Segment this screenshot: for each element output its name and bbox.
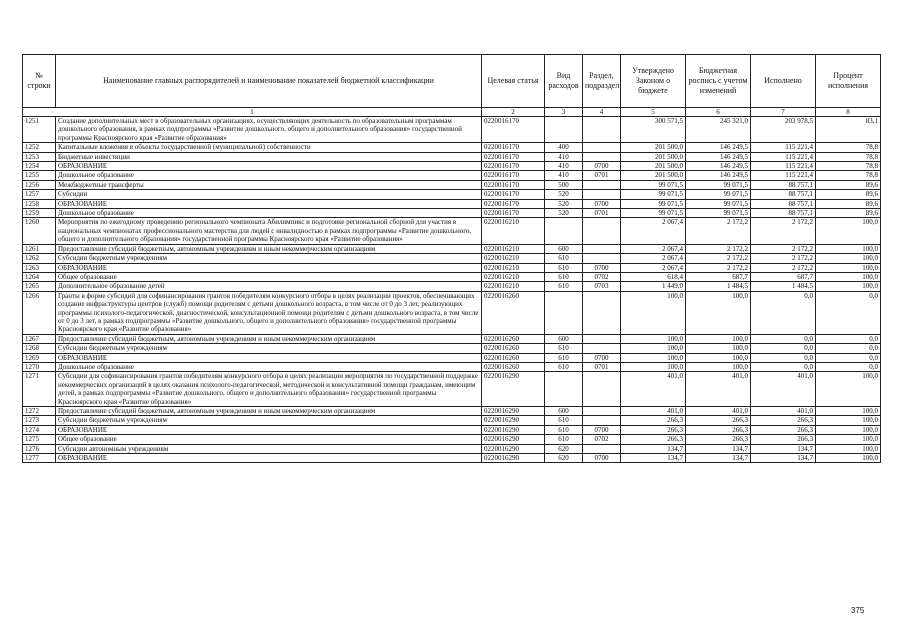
approved-amount-cell: 99 071,5 [621,190,686,199]
expense-kind-cell: 610 [545,344,583,353]
row-name-cell: Бюджетные инвестиции [56,152,482,161]
row-number-cell: 1257 [23,190,56,199]
executed-amount-cell: 88 757,1 [751,209,816,218]
header-approved: Утверждено Законом о бюджете [621,55,686,108]
row-name-cell: Дополнительное образование детей [56,282,482,291]
executed-amount-cell: 0,0 [751,334,816,343]
executed-amount-cell: 115 221,4 [751,162,816,171]
executed-amount-cell: 0,0 [751,291,816,334]
table-row [23,282,881,291]
percent-cell: 100,0 [816,263,881,272]
row-number-cell: 1256 [23,180,56,189]
executed-amount-cell: 0,0 [751,353,816,362]
row-number-cell: 1275 [23,435,56,444]
executed-amount-cell: 88 757,1 [751,180,816,189]
header-percent: Процент исполнения [816,55,881,108]
row-name-cell: Субсидии автономным учреждениям [56,444,482,453]
target-article-cell: 0220016260 [482,353,545,362]
expense-kind-cell: 620 [545,444,583,453]
row-name-cell: ОБРАЗОВАНИЕ [56,454,482,463]
percent-cell: 0,0 [816,334,881,343]
row-number-cell: 1251 [23,117,56,143]
budget-amount-cell: 146 249,5 [686,143,751,152]
budget-amount-cell: 100,0 [686,291,751,334]
table-row [23,435,881,444]
budget-amount-cell: 401,0 [686,372,751,407]
table-row [23,152,881,161]
approved-amount-cell: 2 067,4 [621,263,686,272]
executed-amount-cell: 266,3 [751,416,816,425]
table-row [23,180,881,189]
percent-cell: 83,1 [816,117,881,143]
percent-cell: 100,0 [816,435,881,444]
section-cell [583,180,621,189]
expense-kind-cell: 400 [545,143,583,152]
target-article-cell: 0220016290 [482,425,545,434]
percent-cell: 100,0 [816,282,881,291]
section-cell [583,334,621,343]
target-article-cell: 0220016170 [482,180,545,189]
row-name-cell: Мероприятия по ежегодному проведению регионального чемпионата Абилимпикс и подготовке региональной сборной для участия в национальных чемпионатах профессионального мастерства для людей с инвалидностью в рамках подпрограммы «Развитие дошкольного, общего и дополнительного образования» государственной программы Красноярского края «Развитие образования» [56,218,482,244]
row-name-cell: Межбюджетные трансферты [56,180,482,189]
target-article-cell: 0220016260 [482,334,545,343]
row-number-cell: 1255 [23,171,56,180]
section-cell [583,152,621,161]
section-cell [583,407,621,416]
executed-amount-cell: 2 172,2 [751,218,816,244]
executed-amount-cell: 0,0 [751,344,816,353]
table-row [23,344,881,353]
budget-amount-cell: 266,3 [686,425,751,434]
percent-cell: 100,0 [816,372,881,407]
executed-amount-cell: 266,3 [751,425,816,434]
percent-cell: 100,0 [816,444,881,453]
target-article-cell: 0220016210 [482,272,545,281]
percent-cell: 0,0 [816,353,881,362]
executed-amount-cell: 2 172,2 [751,263,816,272]
row-name-cell: ОБРАЗОВАНИЕ [56,199,482,208]
row-number-cell: 1264 [23,272,56,281]
table-row [23,291,881,334]
approved-amount-cell: 100,0 [621,344,686,353]
executed-amount-cell: 401,0 [751,372,816,407]
expense-kind-cell: 410 [545,171,583,180]
section-cell [583,218,621,244]
target-article-cell: 0220016290 [482,435,545,444]
approved-amount-cell: 266,3 [621,425,686,434]
executed-amount-cell: 2 172,2 [751,244,816,253]
column-number-row [23,108,881,117]
percent-cell: 100,0 [816,218,881,244]
approved-amount-cell: 100,0 [621,362,686,371]
row-number-cell: 1273 [23,416,56,425]
row-name-cell: ОБРАЗОВАНИЕ [56,263,482,272]
section-cell: 0701 [583,171,621,180]
budget-amount-cell: 134,7 [686,454,751,463]
expense-kind-cell: 610 [545,425,583,434]
section-cell: 0700 [583,425,621,434]
header-section: Раздел, подраздел [583,55,621,108]
row-name-cell: Общее образование [56,272,482,281]
budget-amount-cell: 100,0 [686,362,751,371]
row-name-cell: Создание дополнительных мест в образовательных организациях, осуществляющих деятельность по образовательным программам дошкольного образования, в рамках подпрограммы «Развитие дошкольного, общего и дополнительного образования» государственной программы Красноярского края «Развитие образования» [56,117,482,143]
target-article-cell: 0220016170 [482,117,545,143]
approved-amount-cell: 201 500,0 [621,143,686,152]
executed-amount-cell: 401,0 [751,407,816,416]
header-executed: Исполнено [751,55,816,108]
column-number: 6 [686,108,751,117]
target-article-cell: 0220016210 [482,218,545,244]
row-number-cell: 1254 [23,162,56,171]
approved-amount-cell: 99 071,5 [621,180,686,189]
row-number-cell: 1259 [23,209,56,218]
section-cell: 0700 [583,162,621,171]
table-row [23,117,881,143]
percent-cell: 89,6 [816,180,881,189]
budget-amount-cell: 134,7 [686,444,751,453]
expense-kind-cell: 610 [545,362,583,371]
approved-amount-cell: 401,0 [621,372,686,407]
approved-amount-cell: 618,4 [621,272,686,281]
percent-cell: 78,8 [816,143,881,152]
column-number: 7 [751,108,816,117]
table-row [23,244,881,253]
expense-kind-cell: 610 [545,435,583,444]
row-number-cell: 1262 [23,254,56,263]
approved-amount-cell: 201 500,0 [621,171,686,180]
percent-cell: 78,8 [816,152,881,161]
executed-amount-cell: 203 978,5 [751,117,816,143]
row-name-cell: Капитальные вложения в объекты государственной (муниципальной) собственности [56,143,482,152]
section-cell [583,190,621,199]
budget-amount-cell: 100,0 [686,344,751,353]
row-number-cell: 1261 [23,244,56,253]
approved-amount-cell: 2 067,4 [621,218,686,244]
table-row [23,425,881,434]
column-number: 5 [621,108,686,117]
target-article-cell: 0220016170 [482,162,545,171]
column-number: 2 [482,108,545,117]
budget-amount-cell: 99 071,5 [686,180,751,189]
row-number-cell: 1277 [23,454,56,463]
row-number-cell: 1266 [23,291,56,334]
approved-amount-cell: 266,3 [621,435,686,444]
expense-kind-cell: 520 [545,199,583,208]
row-name-cell: Дошкольное образование [56,209,482,218]
expense-kind-cell: 500 [545,180,583,189]
expense-kind-cell: 600 [545,407,583,416]
row-name-cell: Субсидии для софинансирования грантов победителям конкурсного отбора в целях реализации мероприятия по государственной поддержке некоммерческих организаций в целях оказания психолого-педагогической, методической и консультативной помощи гражданам, имеющим детей, в рамках подпрограммы «Развитие дошкольного, общего и дополнительного образования» государственной программы Красноярского края «Развитие образования» [56,372,482,407]
row-number-cell: 1274 [23,425,56,434]
budget-amount-cell: 266,3 [686,416,751,425]
table-row [23,454,881,463]
header-budget: Бюджетная роспись с учетом изменений [686,55,751,108]
table-row [23,199,881,208]
percent-cell: 100,0 [816,272,881,281]
percent-cell: 78,8 [816,162,881,171]
section-cell: 0701 [583,362,621,371]
expense-kind-cell: 410 [545,152,583,161]
budget-amount-cell: 146 249,5 [686,171,751,180]
target-article-cell: 0220016290 [482,444,545,453]
percent-cell: 89,6 [816,190,881,199]
approved-amount-cell: 100,0 [621,291,686,334]
column-number: 1 [23,108,482,117]
section-cell [583,444,621,453]
row-name-cell: Субсидии бюджетным учреждениям [56,254,482,263]
target-article-cell: 0220016210 [482,282,545,291]
expense-kind-cell: 600 [545,334,583,343]
executed-amount-cell: 115 221,4 [751,143,816,152]
budget-amount-cell: 100,0 [686,334,751,343]
table-row [23,272,881,281]
executed-amount-cell: 134,7 [751,444,816,453]
approved-amount-cell: 201 500,0 [621,162,686,171]
target-article-cell: 0220016170 [482,143,545,152]
row-name-cell: Субсидии бюджетным учреждениям [56,416,482,425]
approved-amount-cell: 2 067,4 [621,254,686,263]
section-cell: 0700 [583,263,621,272]
row-number-cell: 1263 [23,263,56,272]
approved-amount-cell: 134,7 [621,454,686,463]
executed-amount-cell: 88 757,1 [751,199,816,208]
percent-cell: 100,0 [816,244,881,253]
budget-amount-cell: 99 071,5 [686,199,751,208]
expense-kind-cell [545,291,583,334]
section-cell: 0700 [583,199,621,208]
approved-amount-cell: 99 071,5 [621,199,686,208]
expense-kind-cell: 610 [545,416,583,425]
row-name-cell: ОБРАЗОВАНИЕ [56,162,482,171]
table-row [23,209,881,218]
approved-amount-cell: 100,0 [621,334,686,343]
budget-amount-cell: 100,0 [686,353,751,362]
executed-amount-cell: 134,7 [751,454,816,463]
table-row [23,143,881,152]
row-name-cell: Предоставление субсидий бюджетным, автономным учреждениям и иным некоммерческим организациям [56,334,482,343]
table-row [23,372,881,407]
row-name-cell: Гранты в форме субсидий для софинансирования грантов победителям конкурсного отбора в целях реализации проектов, обеспечивающих создание инфраструктуры центров (служб) помощи родителям с детьми дошкольного возраста, в том числе от 0 до 3 лет, реализующих программы психолого-педагогической, диагностической, консультационной помощи родителям с детьми дошкольного возраста, в том числе от 0 до 3 лет, в рамках подпрограммы «Развитие дошкольного, общего и дополнительного образования» государственной программы Красноярского края «Развитие образования» [56,291,482,334]
document-page [22,54,880,463]
section-cell [583,143,621,152]
header-kind: Вид расходов [545,55,583,108]
expense-kind-cell: 520 [545,209,583,218]
section-cell: 0702 [583,272,621,281]
approved-amount-cell: 100,0 [621,353,686,362]
expense-kind-cell: 610 [545,272,583,281]
table-body [23,117,881,463]
page-number: 375 [851,606,865,615]
table-row [23,218,881,244]
table-row [23,353,881,362]
row-name-cell: ОБРАЗОВАНИЕ [56,353,482,362]
approved-amount-cell: 300 571,5 [621,117,686,143]
row-number-cell: 1267 [23,334,56,343]
budget-amount-cell: 266,3 [686,435,751,444]
budget-amount-cell: 99 071,5 [686,209,751,218]
expense-kind-cell: 610 [545,263,583,272]
target-article-cell: 0220016260 [482,291,545,334]
section-cell: 0702 [583,435,621,444]
percent-cell: 89,6 [816,209,881,218]
target-article-cell: 0220016290 [482,454,545,463]
executed-amount-cell: 115 221,4 [751,171,816,180]
expense-kind-cell [545,117,583,143]
target-article-cell: 0220016170 [482,171,545,180]
table-row [23,190,881,199]
executed-amount-cell: 88 757,1 [751,190,816,199]
expense-kind-cell: 620 [545,454,583,463]
row-name-cell: Дошкольное образование [56,362,482,371]
budget-table [22,54,881,463]
approved-amount-cell: 1 449,0 [621,282,686,291]
target-article-cell: 0220016260 [482,362,545,371]
column-number: 8 [816,108,881,117]
target-article-cell: 0220016170 [482,152,545,161]
header-row-no: № строки [23,55,56,108]
percent-cell: 0,0 [816,362,881,371]
executed-amount-cell: 115 221,4 [751,152,816,161]
budget-amount-cell: 99 071,5 [686,190,751,199]
table-row [23,162,881,171]
table-row [23,254,881,263]
budget-amount-cell: 146 249,5 [686,152,751,161]
approved-amount-cell: 2 067,4 [621,244,686,253]
percent-cell: 0,0 [816,344,881,353]
target-article-cell: 0220016170 [482,209,545,218]
approved-amount-cell: 266,3 [621,416,686,425]
row-name-cell: Субсидии бюджетным учреждениям [56,344,482,353]
section-cell [583,244,621,253]
table-row [23,263,881,272]
target-article-cell: 0220016290 [482,372,545,407]
budget-amount-cell: 245 321,0 [686,117,751,143]
table-row [23,416,881,425]
target-article-cell: 0220016260 [482,344,545,353]
section-cell [583,372,621,407]
row-number-cell: 1269 [23,353,56,362]
section-cell [583,344,621,353]
header-name: Наименование главных распорядителей и наименование показателей бюджетной классификации [56,55,482,108]
row-number-cell: 1270 [23,362,56,371]
section-cell [583,117,621,143]
executed-amount-cell: 266,3 [751,435,816,444]
row-number-cell: 1271 [23,372,56,407]
section-cell: 0703 [583,282,621,291]
column-number: 3 [545,108,583,117]
expense-kind-cell: 610 [545,254,583,263]
section-cell: 0700 [583,454,621,463]
target-article-cell: 0220016290 [482,416,545,425]
table-row [23,362,881,371]
percent-cell: 100,0 [816,416,881,425]
expense-kind-cell [545,372,583,407]
row-name-cell: Предоставление субсидий бюджетным, автономным учреждениям и иным некоммерческим организациям [56,407,482,416]
column-number: 4 [583,108,621,117]
target-article-cell: 0220016210 [482,244,545,253]
target-article-cell: 0220016290 [482,407,545,416]
percent-cell: 0,0 [816,291,881,334]
executed-amount-cell: 687,7 [751,272,816,281]
percent-cell: 100,0 [816,425,881,434]
row-name-cell: Дошкольное образование [56,171,482,180]
percent-cell: 100,0 [816,407,881,416]
budget-amount-cell: 2 172,2 [686,218,751,244]
expense-kind-cell: 610 [545,353,583,362]
expense-kind-cell: 610 [545,282,583,291]
percent-cell: 100,0 [816,254,881,263]
section-cell: 0700 [583,353,621,362]
percent-cell: 100,0 [816,454,881,463]
budget-amount-cell: 2 172,2 [686,263,751,272]
row-name-cell: Предоставление субсидий бюджетным, автономным учреждениям и иным некоммерческим организациям [56,244,482,253]
row-number-cell: 1265 [23,282,56,291]
row-name-cell: Субсидии [56,190,482,199]
row-number-cell: 1252 [23,143,56,152]
executed-amount-cell: 2 172,2 [751,254,816,263]
header-target: Целевая статья [482,55,545,108]
approved-amount-cell: 401,0 [621,407,686,416]
budget-amount-cell: 2 172,2 [686,244,751,253]
table-row [23,171,881,180]
expense-kind-cell [545,218,583,244]
row-number-cell: 1253 [23,152,56,161]
expense-kind-cell: 600 [545,244,583,253]
budget-amount-cell: 1 484,5 [686,282,751,291]
row-number-cell: 1272 [23,407,56,416]
row-number-cell: 1276 [23,444,56,453]
target-article-cell: 0220016170 [482,199,545,208]
approved-amount-cell: 134,7 [621,444,686,453]
approved-amount-cell: 99 071,5 [621,209,686,218]
row-name-cell: ОБРАЗОВАНИЕ [56,425,482,434]
section-cell [583,254,621,263]
table-row [23,444,881,453]
expense-kind-cell: 410 [545,162,583,171]
percent-cell: 89,6 [816,199,881,208]
budget-amount-cell: 146 249,5 [686,162,751,171]
table-row [23,407,881,416]
row-name-cell: Общее образование [56,435,482,444]
table-header [23,55,881,117]
executed-amount-cell: 1 484,5 [751,282,816,291]
section-cell [583,291,621,334]
budget-amount-cell: 687,7 [686,272,751,281]
target-article-cell: 0220016210 [482,254,545,263]
executed-amount-cell: 0,0 [751,362,816,371]
expense-kind-cell: 520 [545,190,583,199]
row-number-cell: 1260 [23,218,56,244]
section-cell [583,416,621,425]
target-article-cell: 0220016210 [482,263,545,272]
row-number-cell: 1258 [23,199,56,208]
row-number-cell: 1268 [23,344,56,353]
budget-amount-cell: 2 172,2 [686,254,751,263]
section-cell: 0701 [583,209,621,218]
target-article-cell: 0220016170 [482,190,545,199]
budget-amount-cell: 401,0 [686,407,751,416]
approved-amount-cell: 201 500,0 [621,152,686,161]
percent-cell: 78,8 [816,171,881,180]
table-row [23,334,881,343]
